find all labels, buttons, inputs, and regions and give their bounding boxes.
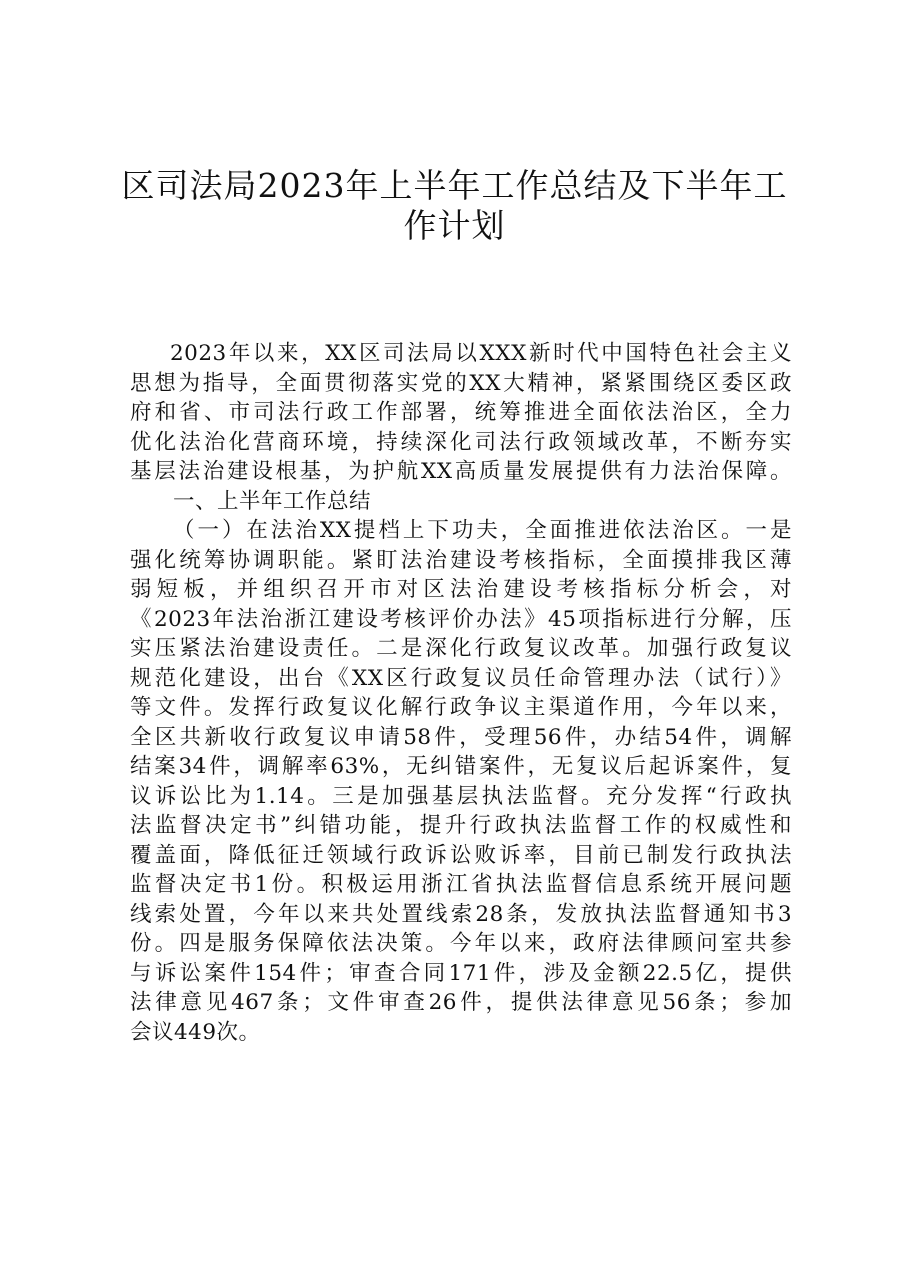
subsection-line: 弱短板，并组织召开市对区法治建设考核指标分析会，对 [130, 577, 792, 602]
section-1-heading: 一、上半年工作总结 [173, 488, 372, 514]
subsection-line: 与诉讼案件154件；审查合同171件，涉及金额22.5亿，提供 [130, 960, 792, 986]
subsection-line: 法律意见467条；文件审查26件，提供法律意见56条；参加 [130, 990, 792, 1015]
subsection-line: 议诉讼比为1.14。三是加强基层执法监督。充分发挥“行政执 [130, 783, 792, 809]
subsection-line: 结案34件，调解率63%，无纠错案件，无复议后起诉案件，复 [130, 754, 792, 779]
title-text-line-2: 作计划 [403, 206, 506, 245]
subsection-line: （一）在法治XX提档上下功夫，全面推进依法治区。一是 [173, 518, 792, 543]
title-text-line-1: 区司法局2023年上半年工作总结及下半年工 [121, 166, 788, 205]
document-body [130, 339, 792, 1047]
subsection-line: 线索处置，今年以来共处置线索28条，发放执法监督通知书3 [130, 901, 792, 927]
document-title-line-2 [120, 200, 789, 252]
subsection-line: 强化统筹协调职能。紧盯法治建设考核指标，全面摸排我区薄 [130, 547, 792, 573]
subsection-line: 会议449次。 [130, 1019, 261, 1045]
subsection-line: 规范化建设，出台《XX区行政复议员任命管理办法（试行）》 [130, 665, 792, 691]
subsection-1-paragraph [130, 516, 792, 1047]
subsection-line: 实压紧法治建设责任。二是深化行政复议改革。加强行政复议 [130, 636, 792, 661]
intro-line: 思想为指导，全面贯彻落实党的XX大精神，紧紧围绕区委区政 [130, 370, 792, 396]
subsection-line: 监督决定书1份。积极运用浙江省执法监督信息系统开展问题 [130, 872, 792, 897]
subsection-line: 等文件。发挥行政复议化解行政争议主渠道作用，今年以来， [130, 695, 792, 720]
subsection-line: 全区共新收行政复议申请58件，受理56件，办结54件，调解 [130, 724, 792, 750]
intro-line: 府和省、市司法行政工作部署，统筹推进全面依法治区，全力 [130, 400, 792, 425]
subsection-line: 《2023年法治浙江建设考核评价办法》45项指标进行分解，压 [130, 606, 792, 632]
section-heading [130, 487, 792, 517]
subsection-line: 法监督决定书”纠错功能，提升行政执法监督工作的权威性和 [130, 813, 792, 838]
intro-line: 优化法治化营商环境，持续深化司法行政领域改革，不断夯实 [130, 429, 792, 455]
intro-paragraph [130, 339, 792, 487]
subsection-line: 覆盖面，降低征迁领域行政诉讼败诉率，目前已制发行政执法 [130, 842, 792, 868]
intro-line: 基层法治建设根基，为护航XX高质量发展提供有力法治保障。 [130, 459, 792, 484]
subsection-line: 份。四是服务保障依法决策。今年以来，政府法律顾问室共参 [130, 931, 792, 956]
intro-line: 2023年以来，XX区司法局以XXX新时代中国特色社会主义 [170, 341, 792, 366]
